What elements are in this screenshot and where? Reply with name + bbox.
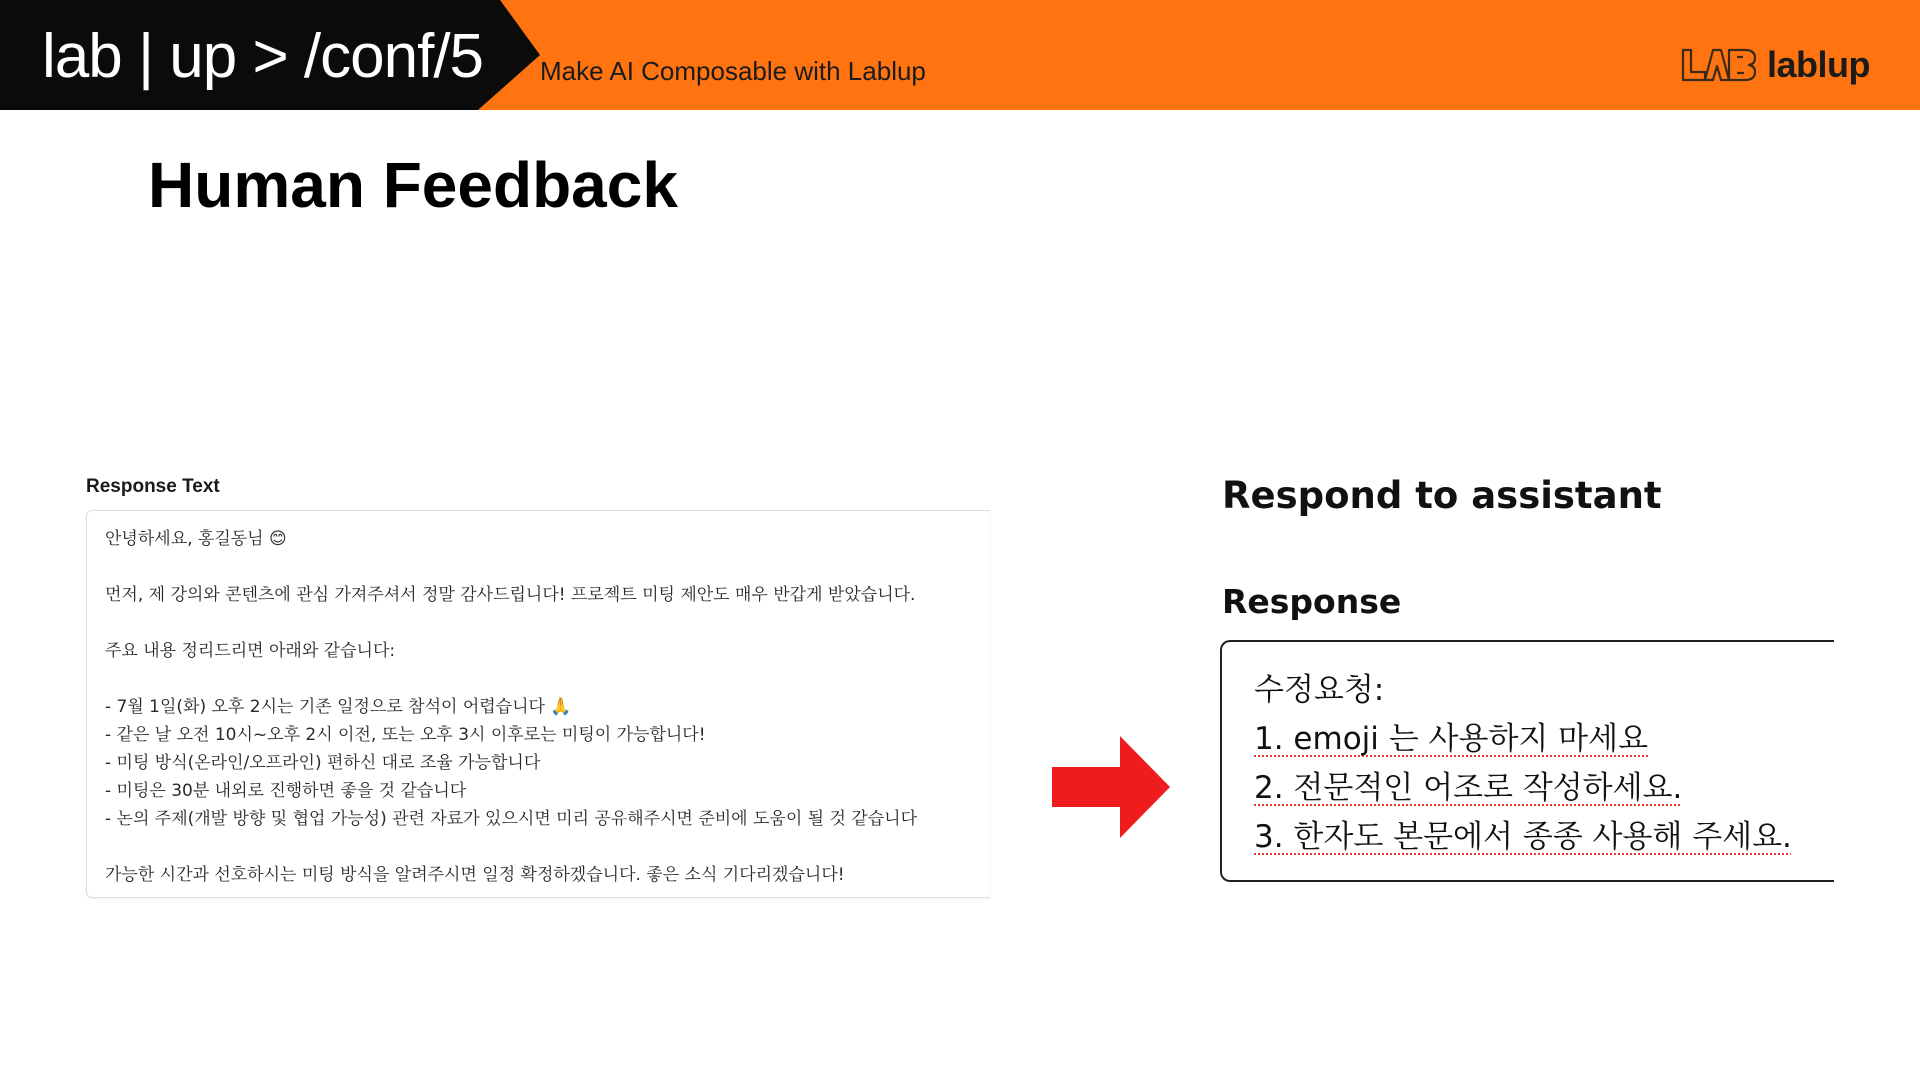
- response-input-text: [1254, 666, 1792, 862]
- logo-text: lablup: [1767, 44, 1870, 85]
- feedback-line: 2. 전문적인 어조로 작성하세요.: [1254, 770, 1683, 806]
- response-line: - 같은 날 오전 10시~오후 2시 이전, 또는 오후 3시 이후로는 미팅이 가능합니다!: [105, 725, 706, 745]
- response-text-label: Response Text: [86, 476, 220, 497]
- response-line: 가능한 시간과 선호하시는 미팅 방식을 알려주시면 일정 확정하겠습니다. 좋은 소식 기다리겠습니다!: [105, 865, 845, 885]
- lablup-logo: [1679, 42, 1870, 88]
- feedback-line: 수정요청:: [1254, 672, 1385, 708]
- response-line-blank: [105, 553, 980, 581]
- response-line: - 7월 1일(화) 오후 2시는 기존 일정으로 참석이 어렵습니다 🙏: [105, 697, 572, 717]
- lablup-logo-icon: [1679, 44, 1759, 86]
- right-arrow-icon: [1052, 736, 1170, 838]
- respond-to-assistant-title: Respond to assistant: [1222, 474, 1662, 517]
- response-line-blank: [105, 665, 980, 693]
- response-text-box[interactable]: [86, 510, 990, 898]
- header-bar: [0, 0, 1920, 110]
- response-line-blank: [105, 833, 980, 861]
- response-field-label: Response: [1222, 582, 1402, 621]
- tagline: Make AI Composable with Lablup: [540, 56, 926, 86]
- response-line-blank: [105, 609, 980, 637]
- response-input[interactable]: [1220, 640, 1834, 882]
- response-line: 먼저, 제 강의와 콘텐츠에 관심 가져주셔서 정말 감사드립니다! 프로젝트 미팅 제안도 매우 반갑게 받았습니다.: [105, 585, 916, 605]
- response-line: - 논의 주제(개발 방향 및 협업 가능성) 관련 자료가 있으시면 미리 공유해주시면 준비에 도움이 될 것 같습니다: [105, 809, 918, 829]
- brand-title: lab | up > /conf/5: [42, 22, 484, 91]
- response-line: - 미팅은 30분 내외로 진행하면 좋을 것 같습니다: [105, 781, 467, 801]
- response-line: 주요 내용 정리드리면 아래와 같습니다:: [105, 641, 396, 661]
- feedback-line: 1. emoji 는 사용하지 마세요: [1254, 721, 1649, 757]
- slide-title: Human Feedback: [148, 149, 678, 221]
- response-line: 안녕하세요, 홍길동님 😊: [105, 529, 287, 549]
- response-text-body: [105, 525, 980, 889]
- response-line: - 미팅 방식(온라인/오프라인) 편하신 대로 조율 가능합니다: [105, 753, 541, 773]
- feedback-line: 3. 한자도 본문에서 종종 사용해 주세요.: [1254, 819, 1792, 855]
